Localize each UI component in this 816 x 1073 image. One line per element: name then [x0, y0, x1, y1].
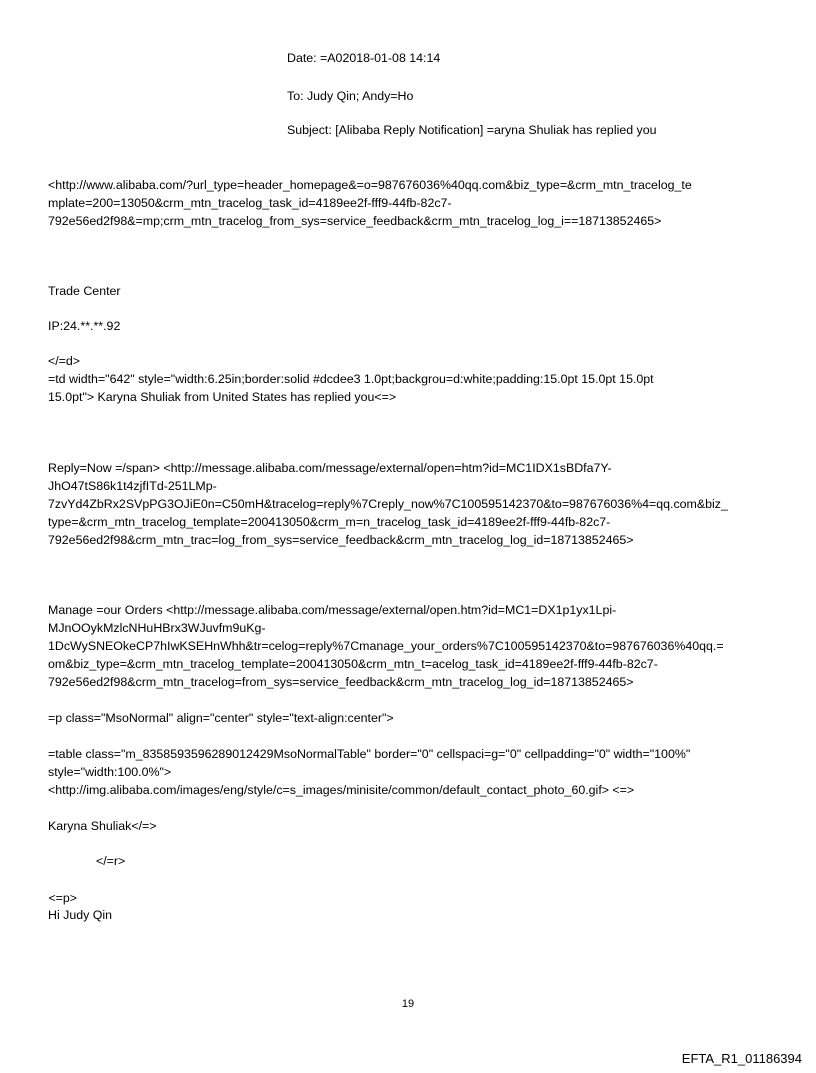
greeting: Hi Judy Qin	[48, 908, 113, 922]
html-fragment-line: <=p>	[45, 891, 78, 905]
manage-orders-line: 792e56ed2f98&crm_mtn_tracelog=from_sys=service_feedback&crm_mtn_tracelog_log_id=18713852465>	[48, 675, 634, 689]
email-date: Date: =A02018-01-08 14:14	[287, 51, 441, 65]
sender-name: Karyna Shuliak</=>	[48, 819, 157, 833]
html-fragment-line: </=r>	[96, 854, 126, 868]
url-line: <http://www.alibaba.com/?url_type=header_homepage&=o=987676036%40qq.com&biz_type=&crm_mtn_tracelog_te	[48, 178, 692, 192]
table-fragment-line: style="width:100.0%">	[48, 765, 172, 779]
url-line: 792e56ed2f98&=mp;crm_mtn_tracelog_from_sys=service_feedback&crm_mtn_tracelog_log_i==18713852465>	[48, 214, 662, 228]
html-fragment-line: =p class="MsoNormal" align="center" style="text-align:center">	[48, 711, 394, 725]
reply-now-line: JhO47tS86k1t4zjfITd-251LMp-	[48, 479, 217, 493]
ip-address: IP:24.**.**.92	[48, 319, 121, 333]
reply-now-line: Reply=Now =/span> <http://message.alibaba.com/message/external/open=htm?id=MC1IDX1sBDfa7Y-	[48, 461, 612, 475]
table-fragment-line: <http://img.alibaba.com/images/eng/style/c=s_images/minisite/common/default_contact_photo_60.gif> <=>	[48, 783, 635, 797]
html-fragment-line: </=d>	[48, 354, 81, 368]
manage-orders-line: 1DcWySNEOkeCP7hIwKSEHnWhh&tr=celog=reply%7Cmanage_your_orders%7C100595142370&to=987676036%40qq.=	[48, 639, 724, 653]
trade-center-label: Trade Center	[48, 284, 121, 298]
manage-orders-line: om&biz_type=&crm_mtn_tracelog_template=200413050&crm_mtn_t=acelog_task_id=4189ee2f-fff9-44fb-82c7-	[48, 657, 658, 671]
manage-orders-line: Manage =our Orders <http://message.alibaba.com/message/external/open.htm?id=MC1=DX1p1yx1Lpi-	[48, 603, 617, 617]
email-to: To: Judy Qin; Andy=Ho	[287, 89, 414, 103]
html-fragment-line: 15.0pt"> Karyna Shuliak from United States has replied you<=>	[48, 390, 397, 404]
html-fragment-line: =td width="642" style="width:6.25in;border:solid #dcdee3 1.0pt;backgrou=d:white;padding:15.0pt 15.0pt 15.0pt	[48, 372, 654, 386]
url-line: mplate=200=13050&crm_mtn_tracelog_task_id=4189ee2f-fff9-44fb-82c7-	[48, 196, 452, 210]
page-number: 19	[401, 998, 415, 1010]
reply-now-line: 7zvYd4ZbRx2SVpPG3OJiE0n=C50mH&tracelog=reply%7Creply_now%7C100595142370&to=987676036%4=qq.com&biz_	[48, 497, 728, 511]
manage-orders-line: MJnOOykMzlcNHuHBrx3WJuvfm9uKg-	[48, 621, 266, 635]
reply-now-line: type=&crm_mtn_tracelog_template=200413050&crm_m=n_tracelog_task_id=4189ee2f-fff9-44fb-82c7-	[48, 515, 611, 529]
table-fragment-line: =table class="m_8358593596289012429MsoNormalTable" border="0" cellspaci=g="0" cellpadding="0" width="100%"	[48, 747, 691, 761]
email-subject: Subject: [Alibaba Reply Notification] =aryna Shuliak has replied you	[287, 123, 657, 137]
document-id: EFTA_R1_01186394	[681, 1051, 802, 1066]
reply-now-line: 792e56ed2f98&crm_mtn_trac=log_from_sys=service_feedback&crm_mtn_tracelog_log_id=18713852465>	[48, 533, 634, 547]
